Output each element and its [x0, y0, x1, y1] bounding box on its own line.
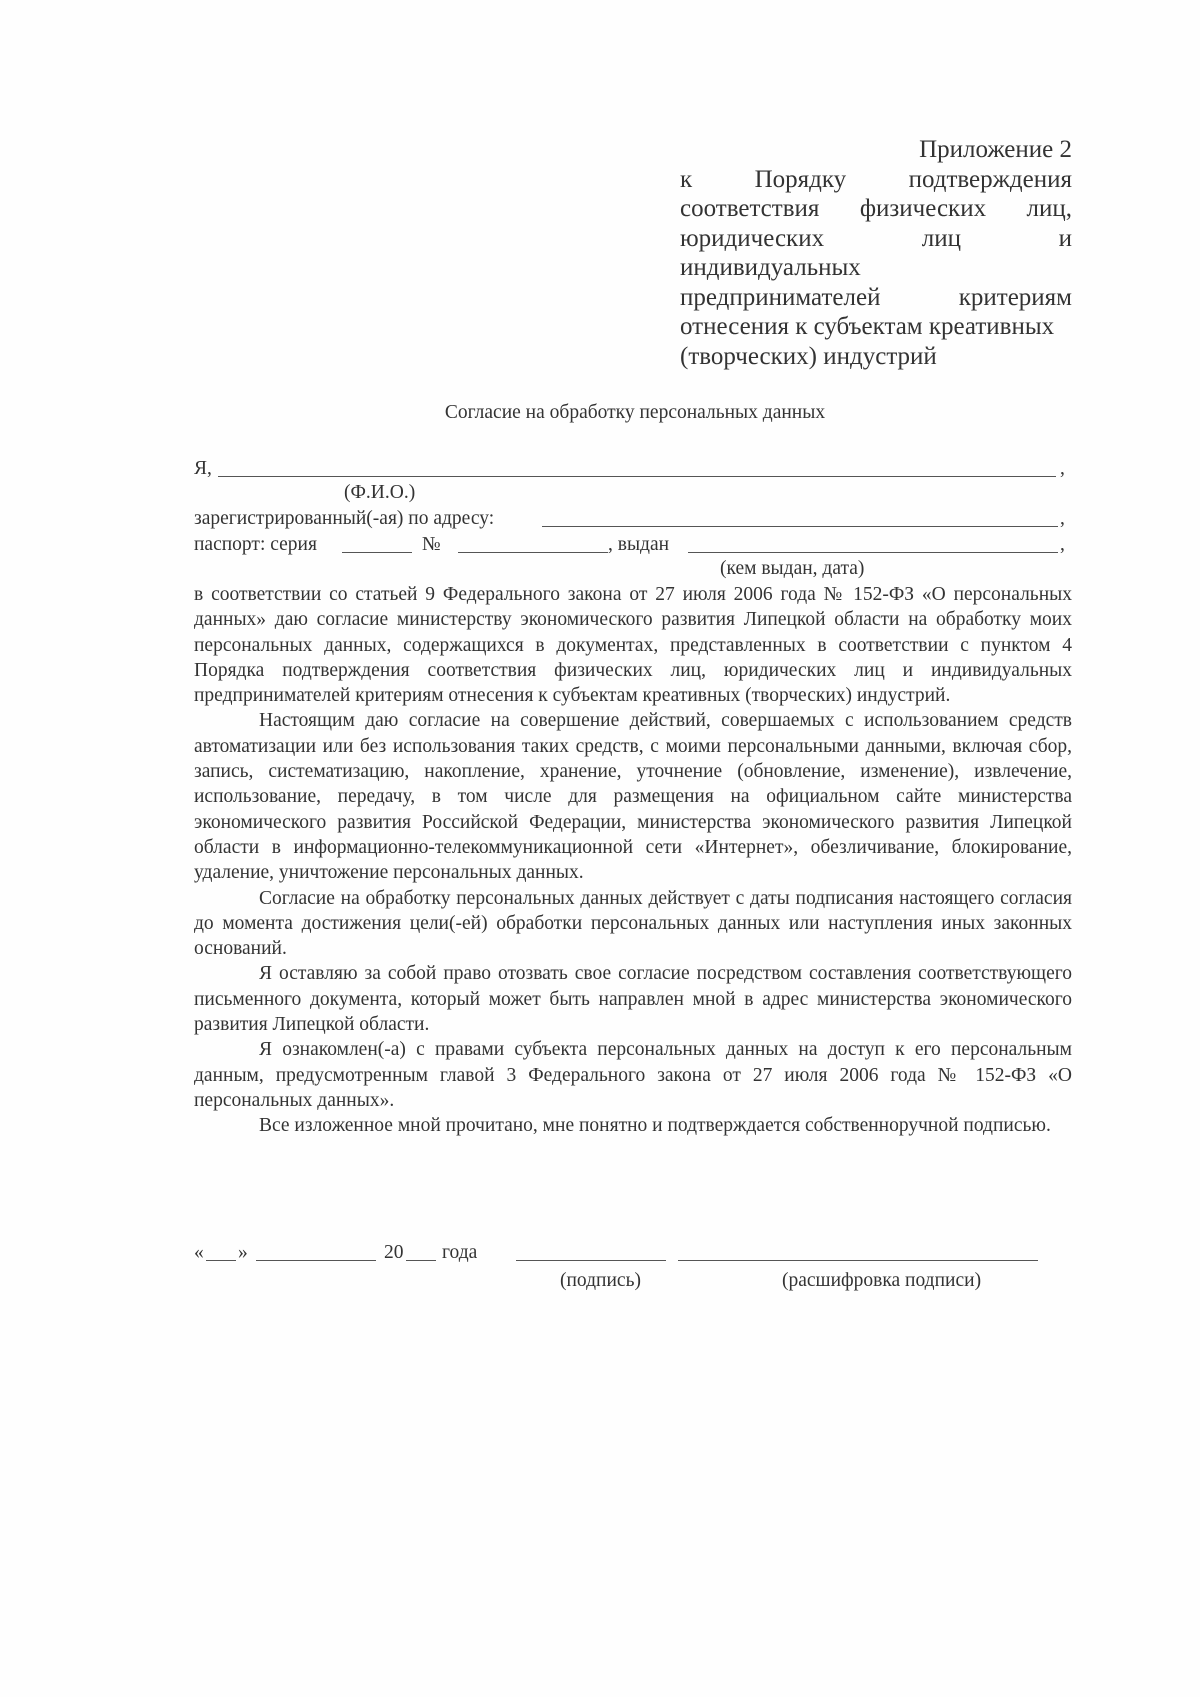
appendix-line-5 — [680, 283, 1072, 313]
paragraph-validity: Согласие на обработку персональных данных действует с даты подписания настоящего согласия до момента достижения цели(-ей) обработки персональных данных или наступления иных законных оснований. — [194, 887, 1072, 960]
appendix-line-4: индивидуальных — [680, 254, 861, 281]
appendix-line-2 — [680, 194, 1072, 224]
close-quote: » — [238, 1242, 248, 1263]
paragraph-actions: Настоящим даю согласие на совершение действий, совершаемых с использованием средств автоматизации или без использования таких средств, с моими персональными данными, включая сбор, запись, систематизацию, накопление, хранение, уточнение (обновление, изменение), извлечение, использование, передачу, в том числе для размещения на официальном сайте министерства экономического развития Российской Федерации, министерства экономического развития Липецкой области в информационно-телекоммуникационной сети «Интернет», обезличивание, блокирование, удаление, уничтожение персональных данных. — [194, 710, 1072, 884]
appendix-word: лиц, — [1026, 195, 1072, 222]
issued-caption: (кем выдан, дата) — [720, 558, 865, 579]
day-field[interactable] — [206, 1242, 236, 1261]
signature-decoding-field[interactable] — [678, 1242, 1038, 1261]
appendix-line-7: (творческих) индустрий — [680, 342, 937, 370]
signature-field[interactable] — [516, 1242, 666, 1261]
appendix-word: предпринимателей — [680, 283, 881, 311]
appendix-word: и — [1058, 224, 1072, 252]
signature-caption: (подпись) — [560, 1270, 641, 1291]
appendix-word: критериям — [958, 283, 1072, 311]
appendix-word: к — [680, 165, 693, 193]
appendix-word: Порядку — [754, 165, 847, 193]
consent-body — [194, 582, 1072, 1139]
appendix-line-3 — [680, 224, 1072, 254]
passport-series-label: паспорт: серия — [194, 534, 317, 555]
appendix-block — [680, 135, 1072, 371]
paragraph-legal-basis: в соответствии со статьей 9 Федерального закона от 27 июля 2006 года № 152-ФЗ «О персональных данных» даю согласие министерству экономического развития Липецкой области на обработку моих персональных данных, содержащихся в документах, представленных в соответствии с пунктом 4 Порядка подтверждения соответствия физических лиц, юридических лиц и индивидуальных предпринимателей критериям отнесения к субъектам креативных (творческих) индустрий. — [194, 584, 1072, 707]
i-label: Я, — [194, 458, 212, 479]
passport-number-field[interactable] — [458, 534, 608, 553]
appendix-word: соответствия — [680, 195, 820, 222]
open-quote: « — [194, 1242, 204, 1263]
passport-comma: , — [1060, 534, 1065, 555]
year-field[interactable] — [406, 1242, 436, 1261]
passport-row — [194, 534, 1072, 558]
issued-label: , выдан — [608, 534, 670, 555]
fio-field[interactable] — [218, 458, 1056, 477]
year-word: года — [442, 1242, 478, 1263]
year-prefix: 20 — [384, 1242, 404, 1263]
fio-comma: , — [1060, 458, 1065, 479]
fio-row — [194, 458, 1072, 482]
address-label: зарегистрированный(-ая) по адресу: — [194, 508, 495, 529]
appendix-word: физических — [859, 195, 987, 222]
passport-series-field[interactable] — [342, 534, 412, 553]
appendix-word: юридических — [680, 224, 825, 252]
fio-caption: (Ф.И.О.) — [344, 482, 416, 503]
address-comma: , — [1060, 508, 1065, 529]
paragraph-confirmation: Все изложенное мной прочитано, мне понятно и подтверждается собственноручной подписью. — [259, 1115, 1051, 1137]
appendix-word: лиц — [921, 224, 961, 252]
decoding-caption: (расшифровка подписи) — [782, 1270, 982, 1291]
address-field[interactable] — [542, 508, 1058, 527]
document-title: Согласие на обработку персональных данных — [444, 402, 826, 423]
address-row — [194, 508, 1072, 532]
appendix-word: подтверждения — [908, 165, 1072, 193]
month-field[interactable] — [256, 1242, 376, 1261]
number-sign: № — [422, 534, 441, 555]
appendix-line-1 — [680, 165, 1072, 195]
paragraph-rights: Я ознакомлен(-а) с правами субъекта персональных данных на доступ к его персональным данным, предусмотренным главой 3 Федерального закона от 27 июля 2006 года № 152-ФЗ «О персональных данных». — [194, 1039, 1072, 1111]
appendix-line-6: отнесения к субъектам креативных — [680, 313, 1055, 340]
appendix-number: Приложение 2 — [919, 136, 1072, 163]
paragraph-revocation: Я оставляю за собой право отозвать свое согласие посредством составления соответствующего письменного документа, который может быть направлен мной в адрес министерства экономического развития Липецкой области. — [194, 963, 1072, 1036]
signature-row — [194, 1242, 1072, 1266]
issued-by-field[interactable] — [688, 534, 1058, 553]
